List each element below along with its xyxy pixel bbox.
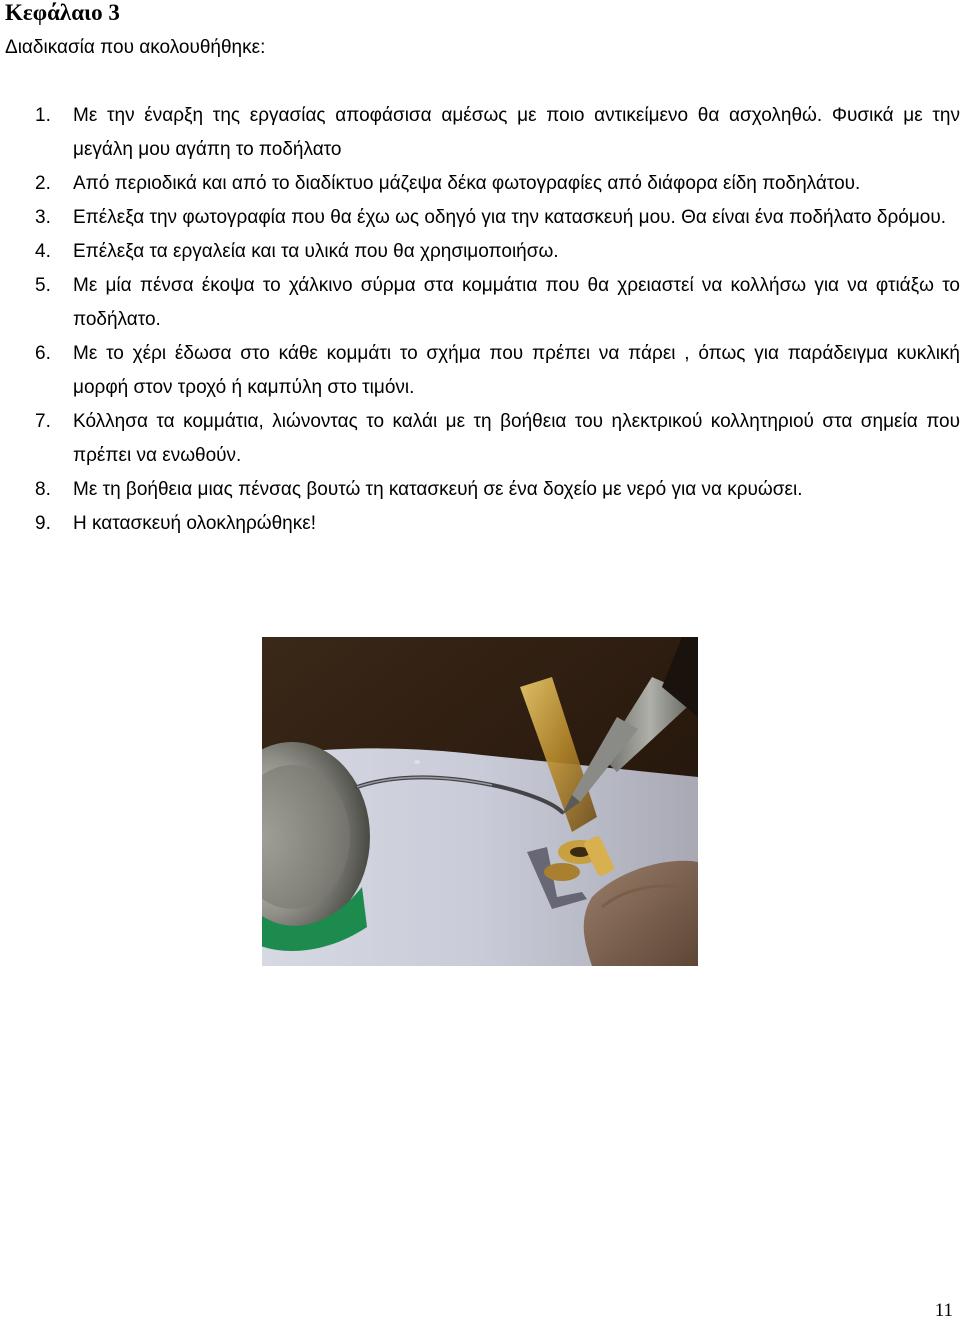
step-item [35,167,960,201]
step-text: Με το χέρι έδωσα στο κάθε κομμάτι το σχήμα που πρέπει να πάρει , όπως για παράδειγμα κυκλική μορφή στον τροχό ή καμπύλη στο τιμόνι. [73,343,960,398]
step-text: Με τη βοήθεια μιας πένσας βουτώ τη κατασκευή σε ένα δοχείο με νερό για να κρυώσει. [73,479,803,500]
step-item [35,473,960,507]
step-number: 2. [35,173,51,194]
step-number: 8. [35,479,51,500]
section-subtitle: Διαδικασία που ακολουθήθηκε: [5,37,266,58]
step-text: Με μία πένσα έκοψα το χάλκινο σύρμα στα κομμάτια που θα χρειαστεί να κολλήσω για να φτιάξω το ποδήλατο. [73,275,960,330]
step-item [35,405,960,473]
step-item [35,201,960,235]
chapter-title: Κεφάλαιο 3 [5,0,120,25]
step-item [35,269,960,337]
procedure-steps-list [35,99,960,541]
step-number: 6. [35,343,51,364]
step-text: Επέλεξα τα εργαλεία και τα υλικά που θα χρησιμοποιήσω. [73,241,559,262]
step-item [35,507,960,541]
step-text: Επέλεξα την φωτογραφία που θα έχω ως οδηγό για την κατασκευή μου. Θα είναι ένα ποδήλατο δρόμου. [73,207,947,228]
step-item [35,235,960,269]
step-number: 3. [35,207,51,228]
page-number: 11 [934,1300,953,1321]
step-text: Από περιοδικά και από το διαδίκτυο μάζεψα δέκα φωτογραφίες από διάφορα είδη ποδηλάτου. [73,173,861,194]
step-item [35,337,960,405]
step-item [35,99,960,167]
soldering-photo [262,637,698,966]
step-number: 1. [35,105,51,126]
step-number: 5. [35,275,51,296]
step-text: Η κατασκευή ολοκληρώθηκε! [73,513,316,534]
step-number: 9. [35,513,51,534]
step-number: 4. [35,241,51,262]
step-text: Με την έναρξη της εργασίας αποφάσισα αμέσως με ποιο αντικείμενο θα ασχοληθώ. Φυσικά με την μεγάλη μου αγάπη το ποδήλατο [73,105,960,160]
step-text: Κόλλησα τα κομμάτια, λιώνοντας το καλάι με τη βοήθεια του ηλεκτρικού κολλητηριού στα σημεία που πρέπει να ενωθούν. [73,411,960,466]
step-number: 7. [35,411,51,432]
